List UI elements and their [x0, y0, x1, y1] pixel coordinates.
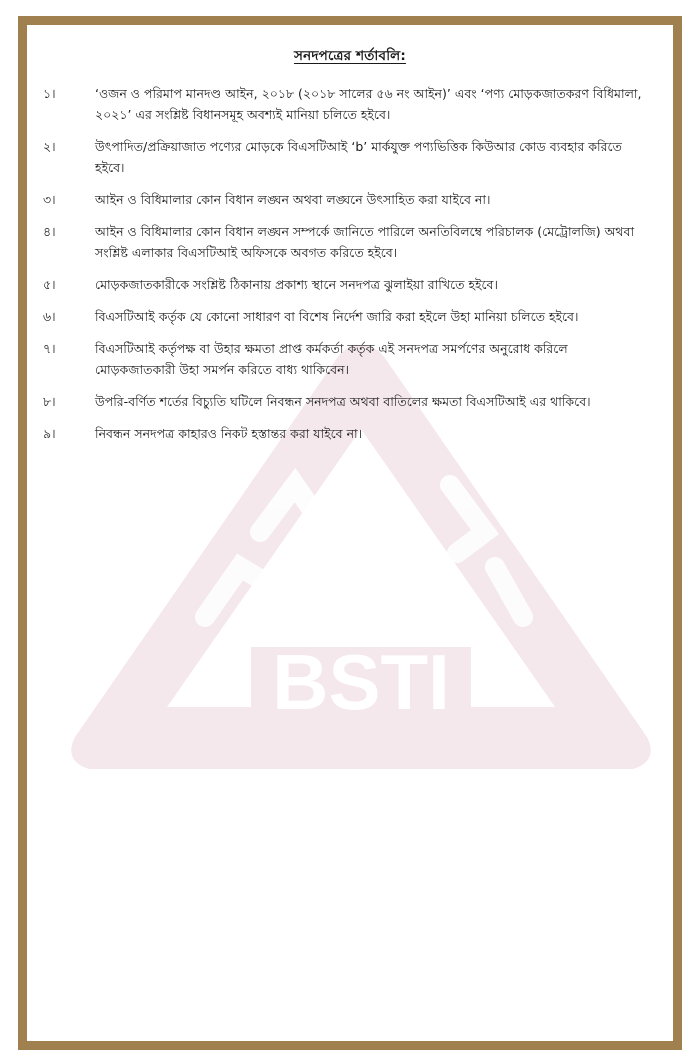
condition-text: ‘ওজন ও পরিমাপ মানদণ্ড আইন, ২০১৮ (২০১৮ সালের ৫৬ নং আইন)’ এবং ‘পণ্য মোড়কজাতকরণ বিধিমালা, ২০২১’ এর সংশ্লিষ্ট বিধানসমূহ অবশ্যই মানিয়া চলিতে হইবে।: [95, 86, 642, 122]
page-title: [27, 45, 673, 68]
condition-number: ৫।: [43, 277, 56, 292]
condition-item-8: [43, 391, 651, 412]
condition-text: মোড়কজাতকারীকে সংশ্লিষ্ট ঠিকানায় প্রকাশ্য স্থানে সনদপত্র ঝুলাইয়া রাখিতে হইবে।: [95, 277, 498, 292]
condition-number: ৮।: [43, 394, 56, 409]
condition-text: নিবন্ধন সনদপত্র কাহারও নিকট হস্তান্তর করা যাইবে না।: [95, 426, 363, 441]
condition-number: ২।: [43, 139, 56, 154]
condition-number: ৩।: [43, 192, 56, 207]
condition-item-6: [43, 306, 651, 327]
condition-number: ৪।: [43, 224, 56, 239]
condition-item-4: [43, 221, 651, 263]
condition-text: উপরি-বর্ণিত শর্তের বিচ্যুতি ঘটিলে নিবন্ধন সনদপত্র অথবা বাতিলের ক্ষমতা বিএসটিআই এর থাকিবে।: [95, 394, 591, 409]
condition-item-7: [43, 338, 651, 380]
condition-text: বিএসটিআই কর্তৃক যে কোনো সাধারণ বা বিশেষ নির্দেশ জারি করা হইলে উহা মানিয়া চলিতে হইবে।: [95, 309, 579, 324]
condition-text: আইন ও বিধিমালার কোন বিধান লঙ্ঘন অথবা লঙ্ঘনে উৎসাহিত করা যাইবে না।: [95, 192, 491, 207]
page-title-text: সনদপত্রের শর্তাবলি:: [294, 48, 406, 64]
condition-text: আইন ও বিধিমালার কোন বিধান লঙ্ঘন সম্পর্কে জানিতে পারিলে অনতিবিলম্বে পরিচালক (মেট্রোলজি) অথবা সংশ্লিষ্ট এলাকার বিএসটিআই অফিসকে অবগত করিতে হইবে।: [95, 224, 635, 260]
condition-item-2: [43, 136, 651, 178]
condition-text: উৎপাদিত/প্রক্রিয়াজাত পণ্যের মোড়কে বিএসটিআই ‘b’ মার্কযুক্ত পণ্যভিত্তিক কিউআর কোড ব্যবহার করিতে হইবে।: [95, 139, 622, 175]
watermark-text: BSTI: [272, 638, 450, 726]
condition-item-9: [43, 423, 651, 444]
condition-item-5: [43, 274, 651, 295]
condition-item-1: [43, 83, 651, 125]
condition-text: বিএসটিআই কর্তৃপক্ষ বা উহার ক্ষমতা প্রাপ্ত কর্মকর্তা কর্তৃক এই সনদপত্র সমর্পণের অনুরোধ করিলে মোড়কজাতকারী উহা সমর্পন করিতে বাধ্য থাকিবেন।: [95, 341, 568, 377]
conditions-content: [27, 25, 673, 1041]
condition-number: ৬।: [43, 309, 56, 324]
condition-item-3: [43, 189, 651, 210]
condition-number: ৭।: [43, 341, 56, 356]
conditions-list: [43, 83, 651, 455]
certificate-page-frame: [18, 16, 682, 1050]
condition-number: ৯।: [43, 426, 56, 441]
condition-number: ১।: [43, 86, 56, 101]
